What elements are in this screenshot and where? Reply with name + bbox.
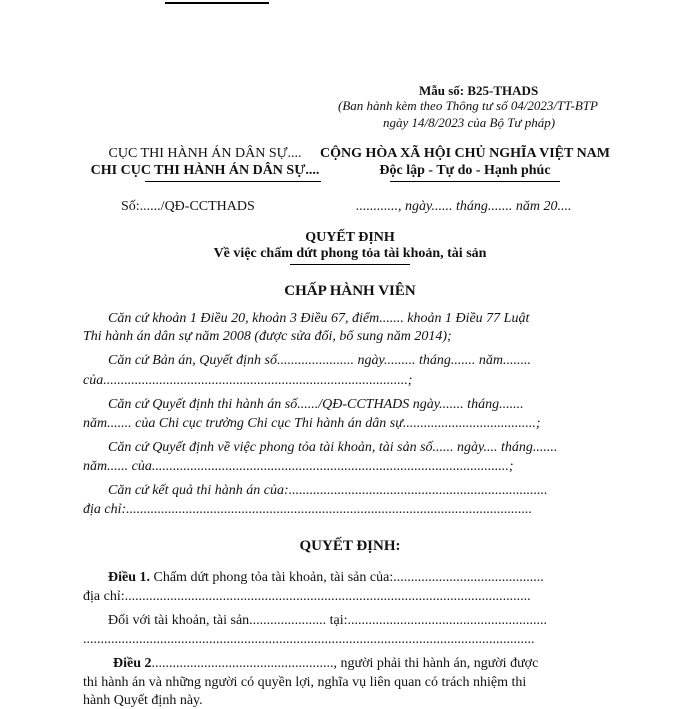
motto: Độc lập - Tự do - Hạnh phúc xyxy=(379,163,551,178)
article-2-line1 xyxy=(113,656,538,672)
document-number: Số:....../QĐ-CCTHADS xyxy=(121,199,255,214)
article-2-line2: thi hành án và những người có quyền lợi, nghĩa vụ liên quan có trách nhiệm thi xyxy=(83,675,527,690)
ground-4-line2: năm...... của......................................................................................................; xyxy=(83,459,514,474)
article-1-label: Điều 1. xyxy=(108,570,150,585)
ground-1-line1: Căn cứ khoản 1 Điều 20, khoản 3 Điều 67, điểm....... khoản 1 Điều 77 Luật xyxy=(108,311,530,326)
article-1-line1 xyxy=(108,570,544,586)
article-2-label: Điều 2 xyxy=(113,656,152,671)
article-1-line4: ................................................................................................................................. xyxy=(83,632,535,647)
article-1-text: Chấm dứt phong tỏa tài khoản, tài sản của:........................................... xyxy=(150,570,544,585)
country-name: CỘNG HÒA XÃ HỘI CHỦ NGHĨA VIỆT NAM xyxy=(319,146,610,161)
agency-underline xyxy=(145,181,321,182)
ground-1-line2: Thi hành án dân sự năm 2008 (được sửa đổi, bổ sung năm 2014); xyxy=(83,329,452,344)
ground-3-line1: Căn cứ Quyết định thi hành án số....../QĐ-CCTHADS ngày....... tháng....... xyxy=(108,397,524,412)
ground-2-line2: của.......................................................................................; xyxy=(83,373,413,388)
agency-name: CHI CỤC THI HÀNH ÁN DÂN SỰ.... xyxy=(90,163,320,178)
ground-5-line2: địa chỉ:.................................................................................................................... xyxy=(83,502,533,517)
document-title: QUYẾT ĐỊNH xyxy=(305,230,395,245)
issued-basis-line1: (Ban hành kèm theo Thông tư số 04/2023/TT-BTP xyxy=(338,98,598,113)
ground-4-line1: Căn cứ Quyết định về việc phong tỏa tài khoản, tài sản số...... ngày.... tháng....... xyxy=(108,440,558,455)
subject-underline xyxy=(290,264,410,265)
issued-basis-line2: ngày 14/8/2023 của Bộ Tư pháp) xyxy=(383,115,556,130)
article-2-line3: hành Quyết định này. xyxy=(83,693,203,708)
article-1-line2: địa chỉ:.................................................................................................................... xyxy=(83,589,531,604)
motto-underline xyxy=(390,181,560,182)
place-and-date: ............, ngày...... tháng....... năm 20.... xyxy=(356,199,572,214)
document-subject: Về việc chấm dứt phong tỏa tài khoản, tài sản xyxy=(213,246,487,261)
article-1-line3: Đối với tài khoản, tài sản...................... tại:......................................................... xyxy=(108,613,548,628)
decision-heading: QUYẾT ĐỊNH: xyxy=(299,538,401,554)
article-2-text: ...................................................., người phải thi hành án, người được xyxy=(151,656,539,671)
form-code: Mẫu số: B25-THADS xyxy=(419,83,539,98)
ground-2-line1: Căn cứ Bản án, Quyết định số...................... ngày......... tháng....... năm........ xyxy=(108,353,531,368)
agency-parent: CỤC THI HÀNH ÁN DÂN SỰ.... xyxy=(108,146,302,161)
ground-3-line2: năm....... của Chi cục trưởng Chi cục Thi hành án dân sự......................................; xyxy=(83,416,541,431)
ground-5-line1: Căn cứ kết quả thi hành án của:.......................................................................... xyxy=(108,483,548,498)
top-rule xyxy=(165,2,269,4)
authority-heading: CHẤP HÀNH VIÊN xyxy=(284,283,416,299)
